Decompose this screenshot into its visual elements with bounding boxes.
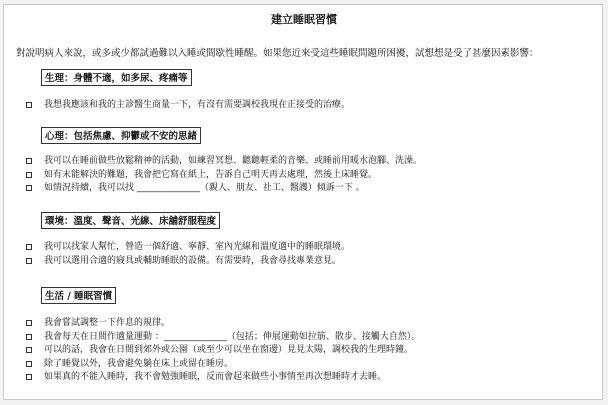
checklist-item-text: 我會每天在日間作適量運動 ：______________（包括；伸展運動如拉筋、散步、接觸大自然）。 <box>44 331 421 342</box>
checklist-item-text: 如果真的不能入睡時，我不會勉強睡眠，反而會起來做些小事情至再次想睡時才去睡。 <box>44 372 387 382</box>
checklist-item <box>24 182 422 196</box>
checklist-item <box>24 344 420 358</box>
worksheet-page <box>3 4 603 400</box>
checklist-item <box>24 331 420 345</box>
checklist-item-text: 我可以找家人幫忙，營造一個舒適、寧靜、室內光線和溫度適中的睡眠環境。 <box>44 242 351 252</box>
checklist-item-text: 除了睡覺以外，我會避免躺在床上或留在睡房。 <box>44 358 234 369</box>
checkbox[interactable] <box>26 347 32 353</box>
checklist-item <box>24 255 350 269</box>
checklist-item-text: 我可以選用合適的寢具或輔助睡眠的設備。有需要時，我會尋找專業意見。 <box>44 255 342 266</box>
checklist-item-text: 我可以在睡前做些放鬆精神的活動，如練習冥想、聽聽輕柔的音樂、或睡前用暖水泡腳、洗澡。 <box>44 156 423 166</box>
checkbox[interactable] <box>26 320 32 326</box>
checkbox[interactable] <box>26 258 32 264</box>
checkbox[interactable] <box>26 374 32 380</box>
checkbox[interactable] <box>26 361 32 367</box>
intro-text: 對說明病人來說，或多或少都試過難以入睡或間歇性睡醒。如果您近來受這些睡眠問題所困擾，試想想是受了甚麼因素影響： <box>16 48 539 59</box>
checkbox[interactable] <box>26 158 32 164</box>
checkbox[interactable] <box>26 244 32 250</box>
checklist-item <box>24 317 420 331</box>
section-label-environment: 環境：溫度、聲音、光線、床舖舒服程度 <box>41 212 220 229</box>
checklist-item <box>24 241 350 255</box>
checklist-item <box>24 371 420 385</box>
checklist-item <box>24 358 420 372</box>
section-items-physical <box>24 99 350 113</box>
checkbox[interactable] <box>26 102 32 108</box>
checklist-item <box>24 99 350 113</box>
section-items-environment <box>24 241 350 268</box>
section-items-psychological <box>24 155 422 196</box>
checklist-item-text: 我想我應該和我的主診醫生商量一下，有沒有需要調校我現在正接受的治療。 <box>44 100 351 110</box>
section-label-psychological: 心理：包括焦慮、抑鬱或不安的思緒 <box>41 127 201 144</box>
checklist-item <box>24 169 422 183</box>
checklist-item-text: 如有未能解決的難題，我會把它寫在紙上，告訴自己明天再去處理，然後上床睡覺。 <box>44 169 378 180</box>
checklist-item-text: 我會嘗試調整一下作息的規律。 <box>44 318 171 328</box>
section-label-physical: 生理：身體不適，如多尿、疼痛等 <box>41 69 192 86</box>
page-title: 建立睡眠習慣 <box>271 13 337 26</box>
checkbox[interactable] <box>26 185 32 191</box>
checkbox[interactable] <box>26 172 32 178</box>
checkbox[interactable] <box>26 334 32 340</box>
checklist-item-text: 可以的話，我會在日間到郊外或公園（或至少可以坐在窗邊）見見太陽，調校我的生理時鐘。 <box>44 345 414 355</box>
section-items-lifestyle <box>24 317 420 385</box>
checklist-item-text: 如情況持續，我可以找 ______________（親人、朋友、社工、醫護）傾訴一下 。 <box>44 183 365 193</box>
section-label-lifestyle: 生活 / 睡眠習慣 <box>41 287 116 304</box>
checklist-item <box>24 155 422 169</box>
